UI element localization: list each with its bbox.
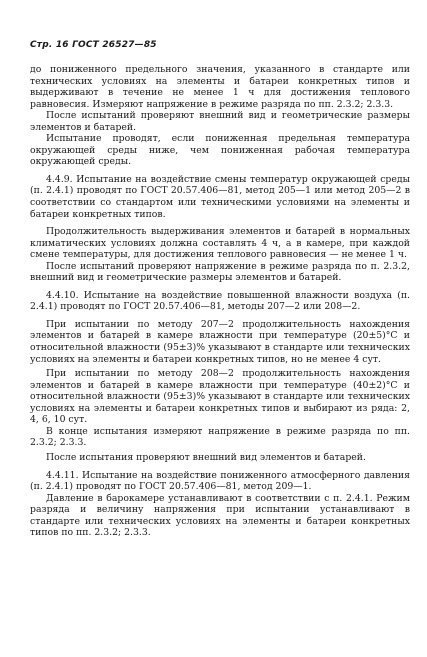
page-header: Стр. 16 ГОСТ 26527—85 (30, 40, 157, 50)
paragraph: 4.4.11. Испытание на воздействие пониженного атмосферного давления (п. 2.4.1) проводят по ГОСТ 20.57.406—81, метод 209—1. (30, 469, 410, 493)
paragraph: В конце испытания измеряют напряжение в режиме разряда по пп. 2.3.2; 2.3.3. (30, 425, 410, 449)
paragraph: Продолжительность выдерживания элементов и батарей в нормальных климатических условиях должна составлять 4 ч, а в камере, при каждой смене температуры, для достижения теплового равновесия — не менее 1 ч. (30, 226, 410, 261)
paragraph: 4.4.10. Испытание на воздействие повышенной влажности воздуха (п. 2.4.1) проводят по ГОСТ 20.57.406—81, методы 207—2 или 208—2. (30, 289, 410, 313)
paragraph: Испытание проводят, если пониженная предельная температура окружающей среды ниже, чем пониженная рабочая температура окружающей среды. (30, 133, 410, 168)
paragraph: Давление в барокамере устанавливают в соответствии с п. 2.4.1. Режим разряда и величину напряжения при испытании устанавливают в стандарте или технических условиях на элементы и батареи конкретных типов по пп. 2.3.2; 2.3.3. (30, 492, 410, 539)
body-text (30, 64, 410, 539)
paragraph: 4.4.9. Испытание на воздействие смены температур окружающей среды (п. 2.4.1) проводят по ГОСТ 20.57.406—81, метод 205—1 или метод 205—2 в соответствии со стандартом или техническими условиями на элементы и батареи конкретных типов. (30, 173, 410, 220)
paragraph: После испытания проверяют внешний вид элементов и батарей. (46, 451, 366, 463)
paragraph: При испытании по методу 207—2 продолжительность нахождения элементов и батарей в камере влажности при температуре (20±5)°С и относительной влажности (95±3)% указывают в стандарте или технических условиях на элементы и батареи конкретных типов, но не менее 4 сут. (30, 318, 410, 365)
paragraph: После испытаний проверяют напряжение в режиме разряда по п. 2.3.2, внешний вид и геометрические размеры элементов и батарей. (30, 260, 410, 284)
paragraph: После испытаний проверяют внешний вид и геометрические размеры элементов и батарей. (30, 110, 410, 133)
paragraph: до пониженного предельного значения, указанного в стандарте или технических условиях на элементы и батареи конкретных типов и выдерживают в течение не менее 1 ч для достижения теплового равновесия. Измеряют напряжение в режиме разряда по пп. 2.3.2; 2.3.3. (30, 64, 410, 110)
paragraph: При испытании по методу 208—2 продолжительность нахождения элементов и батарей в камере влажности при температуре (40±2)°С и относительной влажности (95±3)% указывают в стандарте или технических условиях на элементы и батареи конкретных типов и выбирают из ряда: 2, 4, 6, 10 сут. (30, 368, 410, 426)
